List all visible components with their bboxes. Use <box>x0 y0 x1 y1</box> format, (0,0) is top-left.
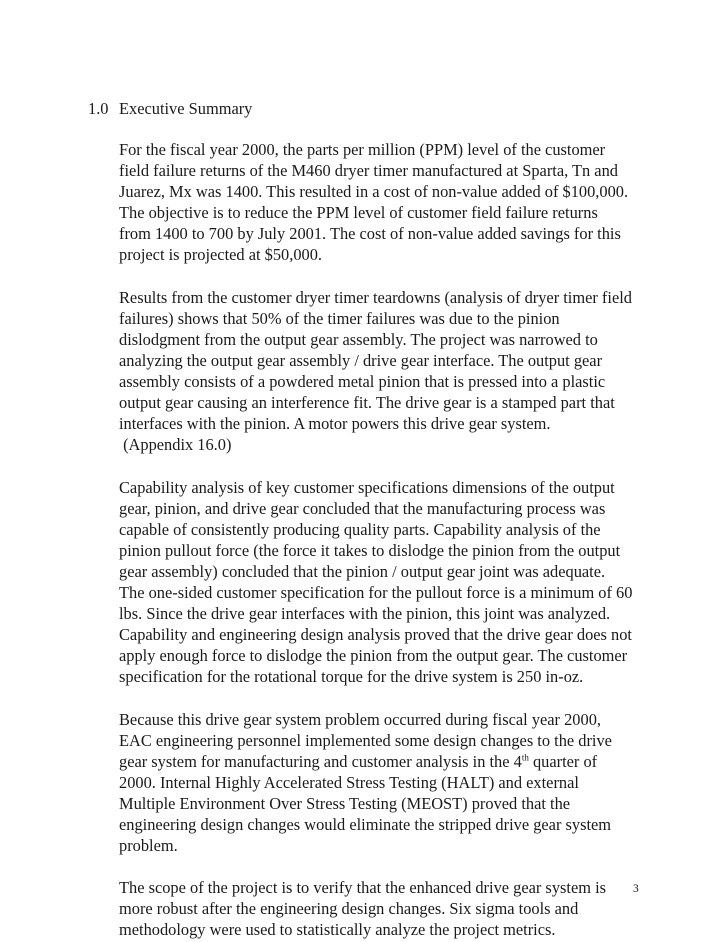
text-line: lbs. Since the drive gear interfaces with the pinion, this joint was analyzed. <box>119 604 611 624</box>
text-line: field failure returns of the M460 dryer timer manufactured at Sparta, Tn and <box>119 161 618 181</box>
text-line: failures) shows that 50% of the timer failures was due to the pinion <box>119 308 560 328</box>
section-title: Executive Summary <box>119 99 253 118</box>
text-line: engineering design changes would eliminate the stripped drive gear system <box>119 815 612 834</box>
paragraph-gap <box>119 856 679 877</box>
paragraph-teardown-results <box>119 287 679 456</box>
text-line: The objective is to reduce the PPM level of customer field failure returns <box>119 203 598 223</box>
text-line: methodology were used to statistically analyze the project metrics. <box>119 920 556 940</box>
text-line: interfaces with the pinion. A motor powers this drive gear system. <box>119 414 551 434</box>
text-line: more robust after the engineering design changes. Six sigma tools and <box>119 899 579 919</box>
text-line: Capability and engineering design analysis proved that the drive gear does not <box>119 625 632 645</box>
page-number: 3 <box>633 883 639 895</box>
text-line: apply enough force to dislodge the pinion from the output gear. The customer <box>119 646 628 666</box>
text-line: pinion pullout force (the force it takes to dislodge the pinion from the output <box>119 540 621 560</box>
section-number: 1.0 <box>88 99 109 118</box>
paragraph-gap <box>119 266 679 287</box>
text-line: The one-sided customer specification for the pullout force is a minimum of 60 <box>119 582 633 602</box>
paragraph-gap <box>119 455 679 476</box>
text-line: output gear causing an interference fit. The drive gear is a stamped part that <box>119 393 615 413</box>
text-line: 2000. Internal Highly Accelerated Stress Testing (HALT) and external <box>119 772 579 792</box>
text-line: specification for the rotational torque for the drive system is 250 in-oz. <box>119 667 584 687</box>
text-line: dislodgment from the output gear assembly. The project was narrowed to <box>119 329 598 349</box>
text-line: The scope of the project is to verify that the enhanced drive gear system is <box>119 878 606 898</box>
text-line: problem. <box>119 836 178 856</box>
text-line: (Appendix 16.0) <box>119 435 232 455</box>
paragraph-design-changes <box>119 709 679 857</box>
text-line: project is projected at $50,000. <box>119 245 323 265</box>
text-line: Juarez, Mx was 1400. This resulted in a cost of non-value added of $100,000. <box>119 182 629 202</box>
paragraph-fiscal-summary <box>119 139 679 266</box>
paragraph-project-scope <box>119 877 679 940</box>
text-line: from 1400 to 700 by July 2001. The cost of non-value added savings for this <box>119 224 621 244</box>
text-line: Results from the customer dryer timer teardowns (analysis of dryer timer field <box>119 287 632 307</box>
text-line: Because this drive gear system problem occurred during fiscal year 2000, <box>119 709 601 729</box>
text-line: gear assembly) concluded that the pinion / output gear joint was adequate. <box>119 561 606 581</box>
text-line: EAC engineering personnel implemented some design changes to the drive <box>119 730 612 750</box>
ordinal-superscript: th <box>521 752 529 763</box>
paragraph-gap <box>119 687 679 708</box>
text-fragment: gear system for manufacturing and customer analysis in the 4 <box>119 751 522 771</box>
text-line: assembly consists of a powdered metal pinion that is pressed into a plastic <box>119 372 606 392</box>
text-line: gear, pinion, and drive gear concluded that the manufacturing process was <box>119 498 606 518</box>
text-line: capable of consistently producing quality parts. Capability analysis of the <box>119 519 601 539</box>
text-line: For the fiscal year 2000, the parts per million (PPM) level of the customer <box>119 140 606 159</box>
text-line: Capability analysis of key customer specifications dimensions of the output <box>119 477 615 497</box>
section-heading <box>88 98 252 120</box>
document-body <box>119 139 679 941</box>
paragraph-capability-analysis <box>119 477 679 688</box>
text-line: Multiple Environment Over Stress Testing (MEOST) proved that the <box>119 793 571 813</box>
text-line-quarter <box>119 751 679 772</box>
text-fragment: quarter of <box>528 751 598 771</box>
text-line: analyzing the output gear assembly / drive gear interface. The output gear <box>119 350 603 370</box>
